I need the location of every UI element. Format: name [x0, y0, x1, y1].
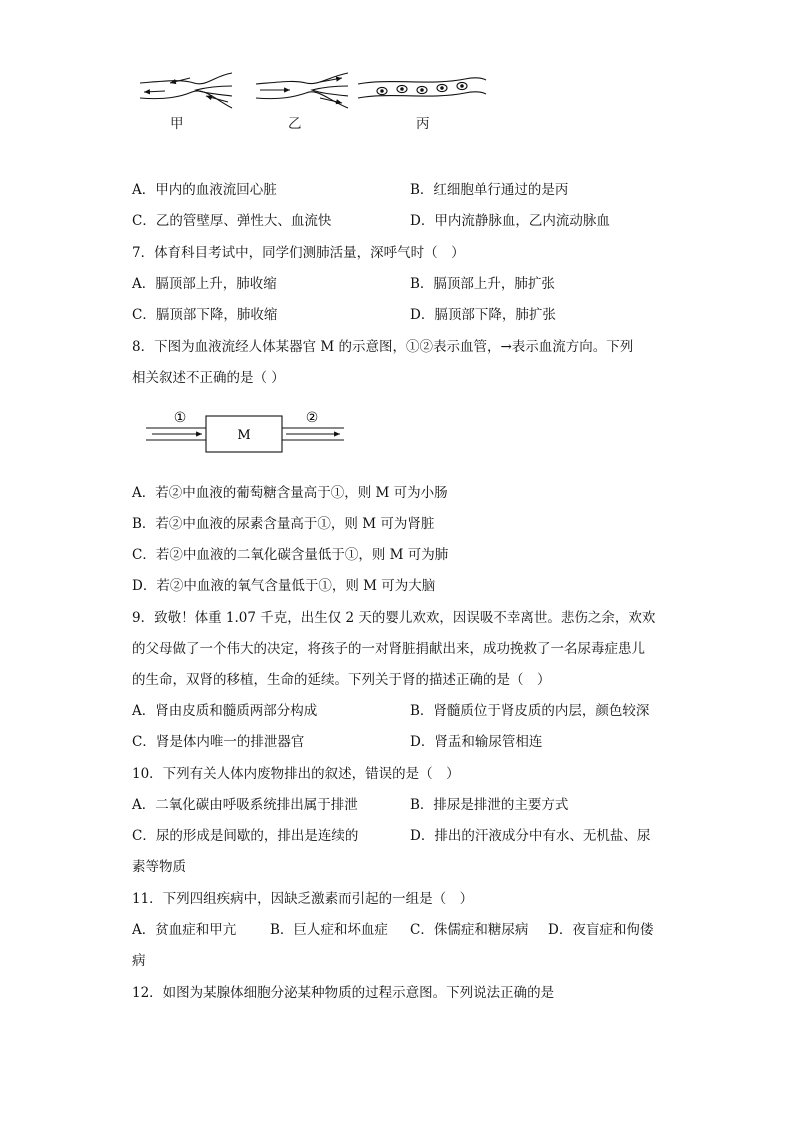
organ-m-diagram: [146, 408, 356, 454]
label-bing: 丙: [416, 116, 430, 132]
q7-option-d[interactable]: D．膈顶部下降，肺扩张: [410, 307, 556, 323]
vessel-jia: [140, 73, 232, 108]
q8-option-a[interactable]: A．若②中血液的葡萄糖含量高于①，则 M 可为小肠: [132, 485, 448, 501]
q11-option-b[interactable]: B．巨人症和坏血症: [270, 922, 388, 938]
q8-stem-line-2: 相关叙述不正确的是（ ）: [132, 370, 285, 386]
q9-stem-line-1: 9．致敬！体重 1.07 千克，出生仅 2 天的婴儿欢欢，因误吸不幸离世。悲伤之余，欢欢: [132, 610, 656, 626]
q10-option-a[interactable]: A．二氧化碳由呼吸系统排出属于排泄: [132, 797, 358, 813]
label-yi: 乙: [288, 116, 302, 132]
q9-stem-line-2: 的父母做了一个伟大的决定，将孩子的一对肾脏捐献出来，成功挽救了一名尿毒症患儿: [132, 641, 645, 657]
q9-option-a[interactable]: A．肾由皮质和髓质两部分构成: [132, 703, 318, 719]
q6-option-d[interactable]: D．甲内流静脉血，乙内流动脉血: [410, 213, 610, 229]
label-jia: 甲: [170, 116, 184, 132]
q10-option-c[interactable]: C．尿的形成是间歇的，排出是连续的: [132, 828, 359, 844]
q8-option-d[interactable]: D．若②中血液的氧气含量低于①，则 M 可为大脑: [132, 578, 436, 594]
q7-option-b[interactable]: B．膈顶部上升，肺扩张: [410, 276, 555, 292]
q6-option-b[interactable]: B．红细胞单行通过的是丙: [410, 182, 569, 198]
vessel-bing: [358, 78, 486, 98]
q7-option-a[interactable]: A．膈顶部上升，肺收缩: [132, 276, 277, 292]
q6-option-a[interactable]: A．甲内的血液流回心脏: [132, 182, 277, 198]
q9-option-c[interactable]: C．肾是体内唯一的排泄器官: [132, 734, 305, 750]
q8-option-b[interactable]: B．若②中血液的尿素含量高于①，则 M 可为肾脏: [132, 516, 435, 532]
q11-option-a[interactable]: A．贫血症和甲亢: [132, 922, 237, 938]
q10-option-d-continued: 素等物质: [132, 859, 186, 875]
organ-m-label: M: [237, 428, 251, 443]
q9-option-b[interactable]: B．肾髓质位于肾皮质的内层，颜色较深: [410, 703, 650, 719]
q6-option-c[interactable]: C．乙的管壁厚、弹性大、血流快: [132, 213, 332, 229]
q11-option-d-continued: 病: [132, 953, 146, 969]
q12-stem: 12．如图为某腺体细胞分泌某种物质的过程示意图。下列说法正确的是: [132, 985, 555, 1001]
q9-stem-line-3: 的生命，双肾的移植，生命的延续。下列关于肾的描述正确的是（ ）: [132, 672, 551, 688]
q10-option-b[interactable]: B．排尿是排泄的主要方式: [410, 797, 569, 813]
organ-m-figure: [146, 408, 356, 454]
q7-option-c[interactable]: C．膈顶部下降，肺收缩: [132, 307, 278, 323]
q11-option-c[interactable]: C．侏儒症和糖尿病: [410, 922, 529, 938]
blood-vessel-diagram: [130, 70, 500, 140]
blood-vessel-figure: [130, 70, 500, 140]
q11-option-d[interactable]: D．夜盲症和佝偻: [548, 922, 654, 938]
vessel-yi: [256, 73, 348, 108]
q10-stem: 10．下列有关人体内废物排出的叙述，错误的是（ ）: [132, 766, 460, 782]
vessel-1-label: ①: [173, 410, 187, 426]
q8-option-c[interactable]: C．若②中血液的二氧化碳含量低于①，则 M 可为肺: [132, 547, 449, 563]
q8-stem-line-1: 8．下图为血液流经人体某器官 M 的示意图，①②表示血管，→表示血流方向。下列: [132, 339, 634, 355]
vessel-2-label: ②: [305, 410, 319, 426]
q10-option-d[interactable]: D．排出的汗液成分中有水、无机盐、尿: [410, 828, 651, 844]
q9-option-d[interactable]: D．肾盂和输尿管相连: [410, 734, 543, 750]
q7-stem: 7．体育科目考试中，同学们测肺活量，深呼气时（ ）: [132, 245, 465, 261]
q11-stem: 11．下列四组疾病中，因缺乏激素而引起的一组是（ ）: [132, 891, 474, 907]
